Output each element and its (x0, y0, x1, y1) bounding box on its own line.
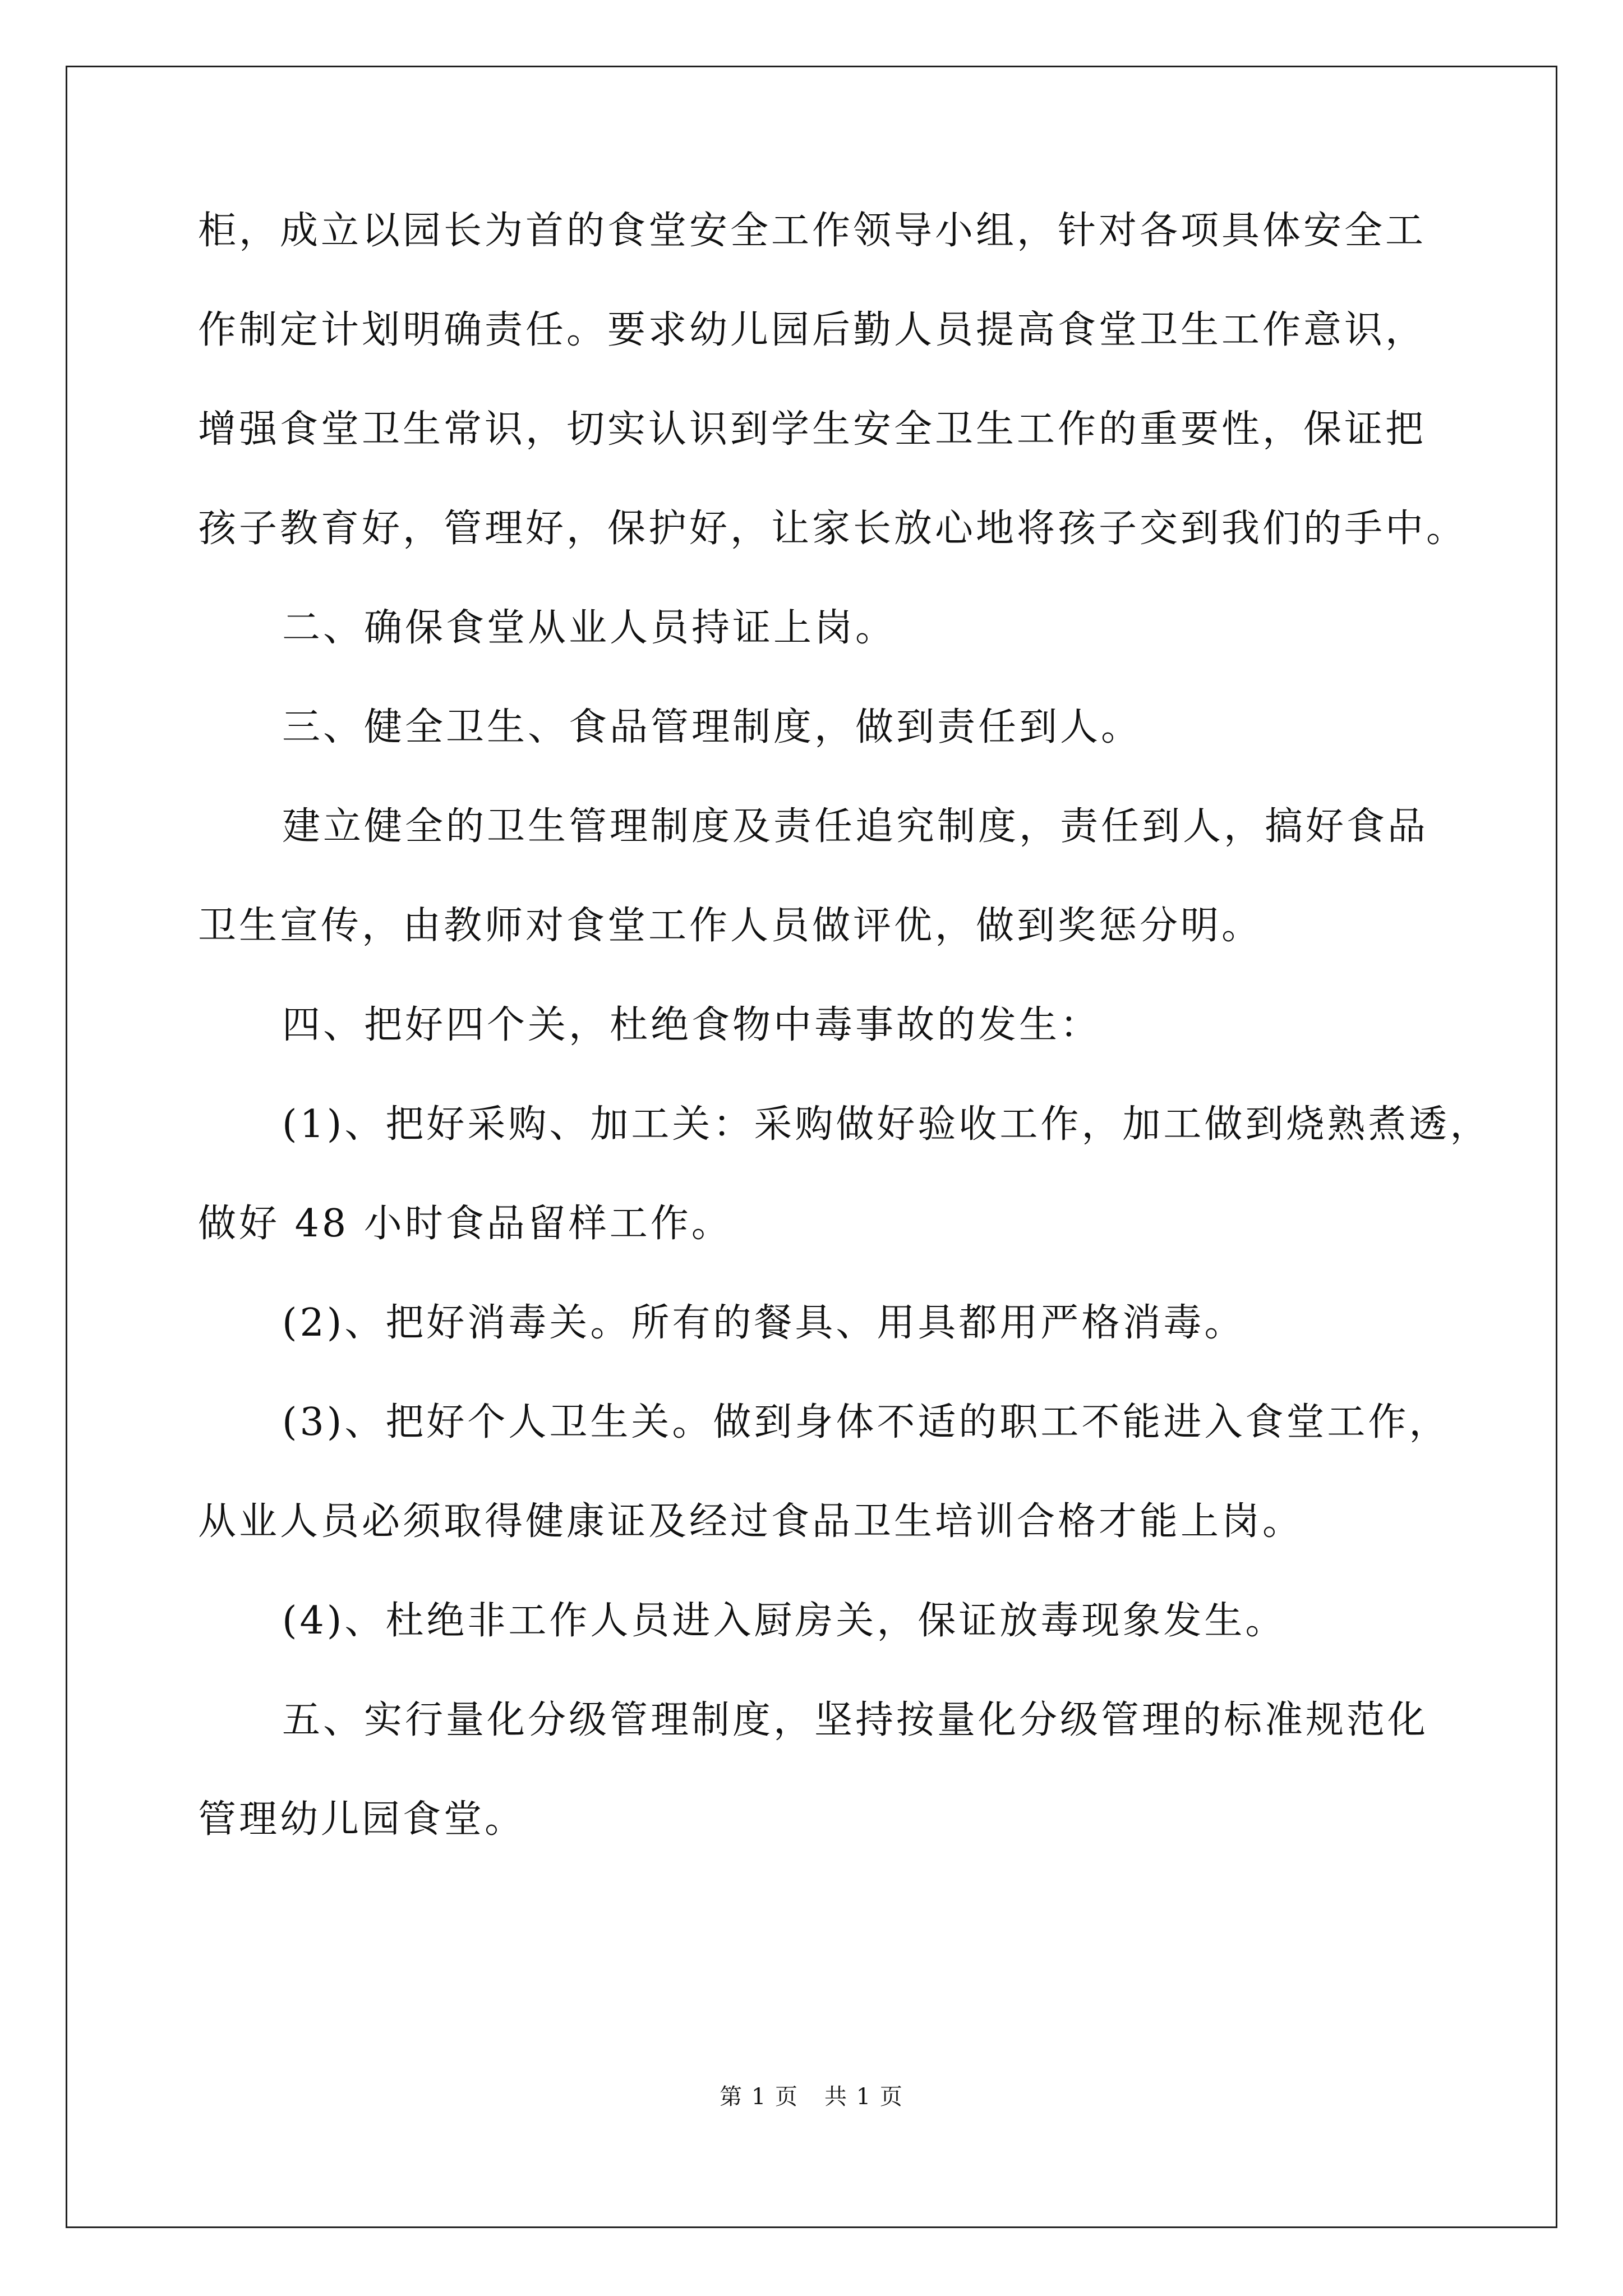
section-heading: 三、健全卫生、食品管理制度，做到责任到人。 (282, 705, 1142, 749)
list-item: (4)、杜绝非工作人员进入厨房关，保证放毒现象发生。 (282, 1599, 1287, 1643)
list-item: (2)、把好消毒关。所有的餐具、用具都用严格消毒。 (282, 1301, 1246, 1345)
page-footer (0, 2086, 1623, 2108)
section-heading: 二、确保食堂从业人员持证上岗。 (282, 606, 897, 650)
list-item: (3)、把好个人卫生关。做到身体不适的职工不能进入食堂工作， (282, 1400, 1450, 1444)
page-border (66, 66, 1557, 2228)
paragraph-line: 管理幼儿园食堂。 (198, 1797, 526, 1842)
paragraph-line: 孩子教育好，管理好，保护好，让家长放心地将孩子交到我们的手中。 (198, 507, 1468, 551)
paragraph-line: 建立健全的卫生管理制度及责任追究制度，责任到人，搞好食品 (282, 804, 1429, 849)
section-heading: 四、把好四个关，杜绝食物中毒事故的发生： (282, 1003, 1101, 1047)
page-total: 共 1 页 (824, 2084, 903, 2110)
paragraph-line: 作制定计划明确责任。要求幼儿园后勤人员提高食堂卫生工作意识， (198, 308, 1427, 352)
paragraph-line: 柜，成立以园长为首的食堂安全工作领导小组，针对各项具体安全工 (198, 209, 1427, 253)
paragraph-line: 卫生宣传，由教师对食堂工作人员做评优，做到奖惩分明。 (198, 904, 1263, 948)
list-item: (1)、把好采购、加工关：采购做好验收工作，加工做到烧熟煮透， (282, 1102, 1491, 1147)
paragraph-line: 增强食堂卫生常识，切实认识到学生安全卫生工作的重要性，保证把 (198, 407, 1427, 452)
paragraph-line: 从业人员必须取得健康证及经过食品卫生培训合格才能上岗。 (198, 1499, 1304, 1544)
paragraph-line: 做好 48 小时食品留样工作。 (198, 1202, 732, 1246)
section-heading: 五、实行量化分级管理制度，坚持按量化分级管理的标准规范化 (282, 1698, 1429, 1742)
page-number: 第 1 页 (720, 2084, 799, 2110)
